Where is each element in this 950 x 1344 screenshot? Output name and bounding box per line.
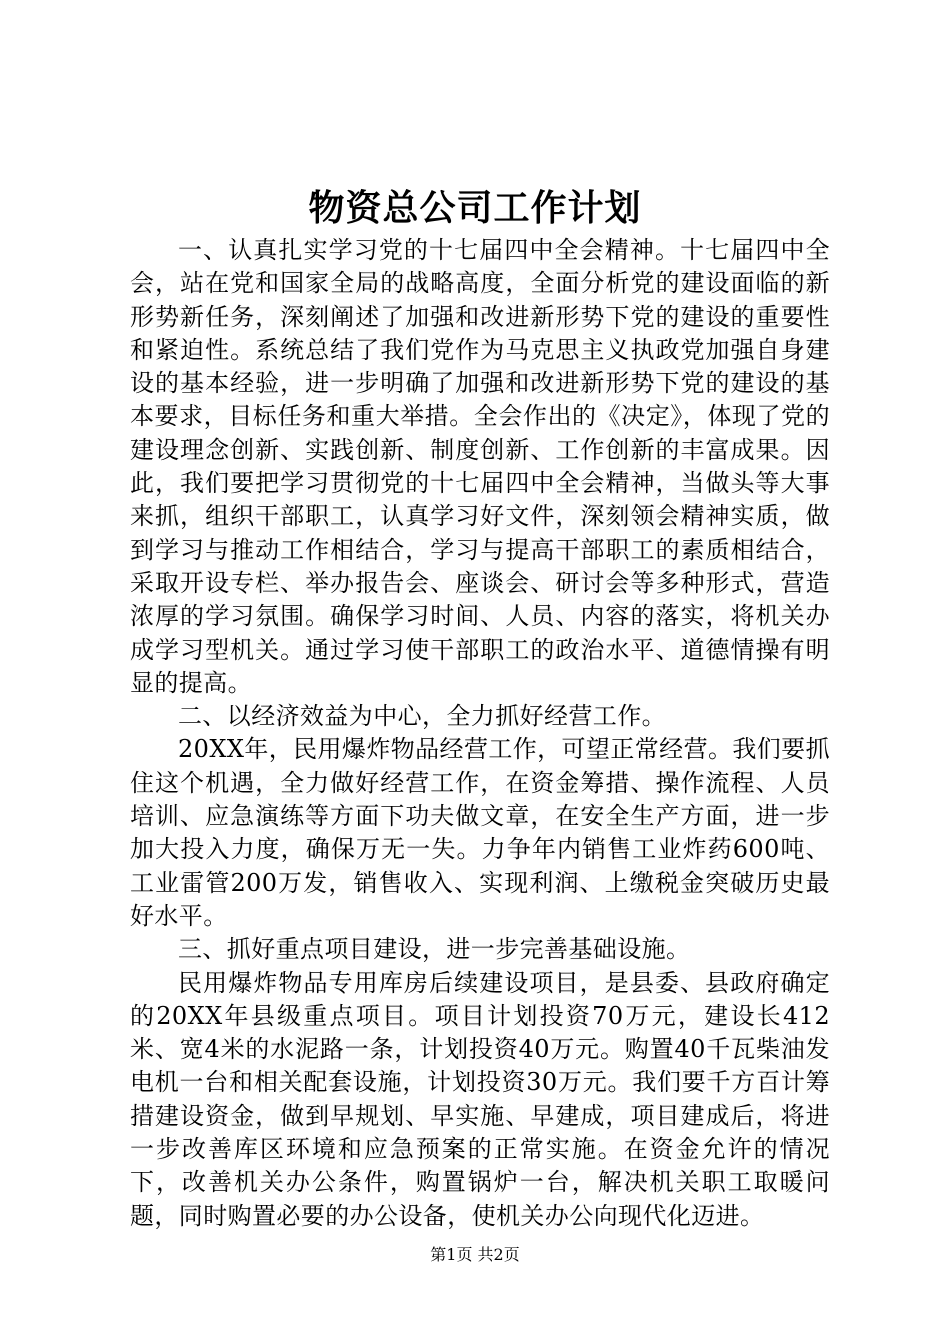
paragraph-study-plenum: 一、认真扎实学习党的十七届四中全会精神。十七届四中全会，站在党和国家全局的战略高度，全面分析党的建设面临的新形势新任务，深刻阐述了加强和改进新形势下党的建设的重要性和紧迫性。系统总结了我们党作为马克思主义执政党加强自身建设的基本经验，进一步明确了加强和改进新形势下党的建设的基本要求，目标任务和重大举措。全会作出的《决定》，体现了党的建设理念创新、实践创新、制度创新、工作创新的丰富成果。因此，我们要把学习贯彻党的十七届四中全会精神，当做头等大事来抓，组织干部职工，认真学习好文件，深刻领会精神实质，做到学习与推动工作相结合，学习与提高干部职工的素质相结合，采取开设专栏、举办报告会、座谈会、研讨会等多种形式，营造浓厚的学习氛围。确保学习时间、人员、内容的落实，将机关办成学习型机关。通过学习使干部职工的政治水平、道德情操有明显的提高。 bbox=[130, 236, 830, 697]
paragraph-project-construction: 民用爆炸物品专用库房后续建设项目，是县委、县政府确定的20XX年县级重点项目。项目计划投资70万元，建设长412米、宽4米的水泥路一条，计划投资40万元。购置40千瓦柴油发电机一台和相关配套设施，计划投资30万元。我们要千方百计筹措建设资金，做到早规划、早实施、早建成，项目建成后，将进一步改善库区环境和应急预案的正常实施。在资金允许的情况下，改善机关办公条件，购置锅炉一台，解决机关职工取暖问题，同时购置必要的办公设备，使机关办公向现代化迈进。 bbox=[130, 968, 830, 1230]
document-title: 物资总公司工作计划 bbox=[308, 187, 642, 229]
document-body bbox=[130, 234, 830, 1233]
paragraph-heading-economic: 二、以经济效益为中心，全力抓好经营工作。 bbox=[178, 702, 666, 731]
paragraph-business-operations: 20XX年，民用爆炸物品经营工作，可望正常经营。我们要抓住这个机遇，全力做好经营工作，在资金筹措、操作流程、人员培训、应急演练等方面下功夫做文章，在安全生产方面，进一步加大投入力度，确保万无一失。力争年内销售工业炸药600吨、工业雷管200万发，销售收入、实现利润、上缴税金突破历史最好水平。 bbox=[130, 735, 830, 930]
paragraph-heading-projects: 三、抓好重点项目建设，进一步完善基础设施。 bbox=[178, 935, 691, 964]
page-number-footer: 第1页 共2页 bbox=[430, 1245, 520, 1264]
